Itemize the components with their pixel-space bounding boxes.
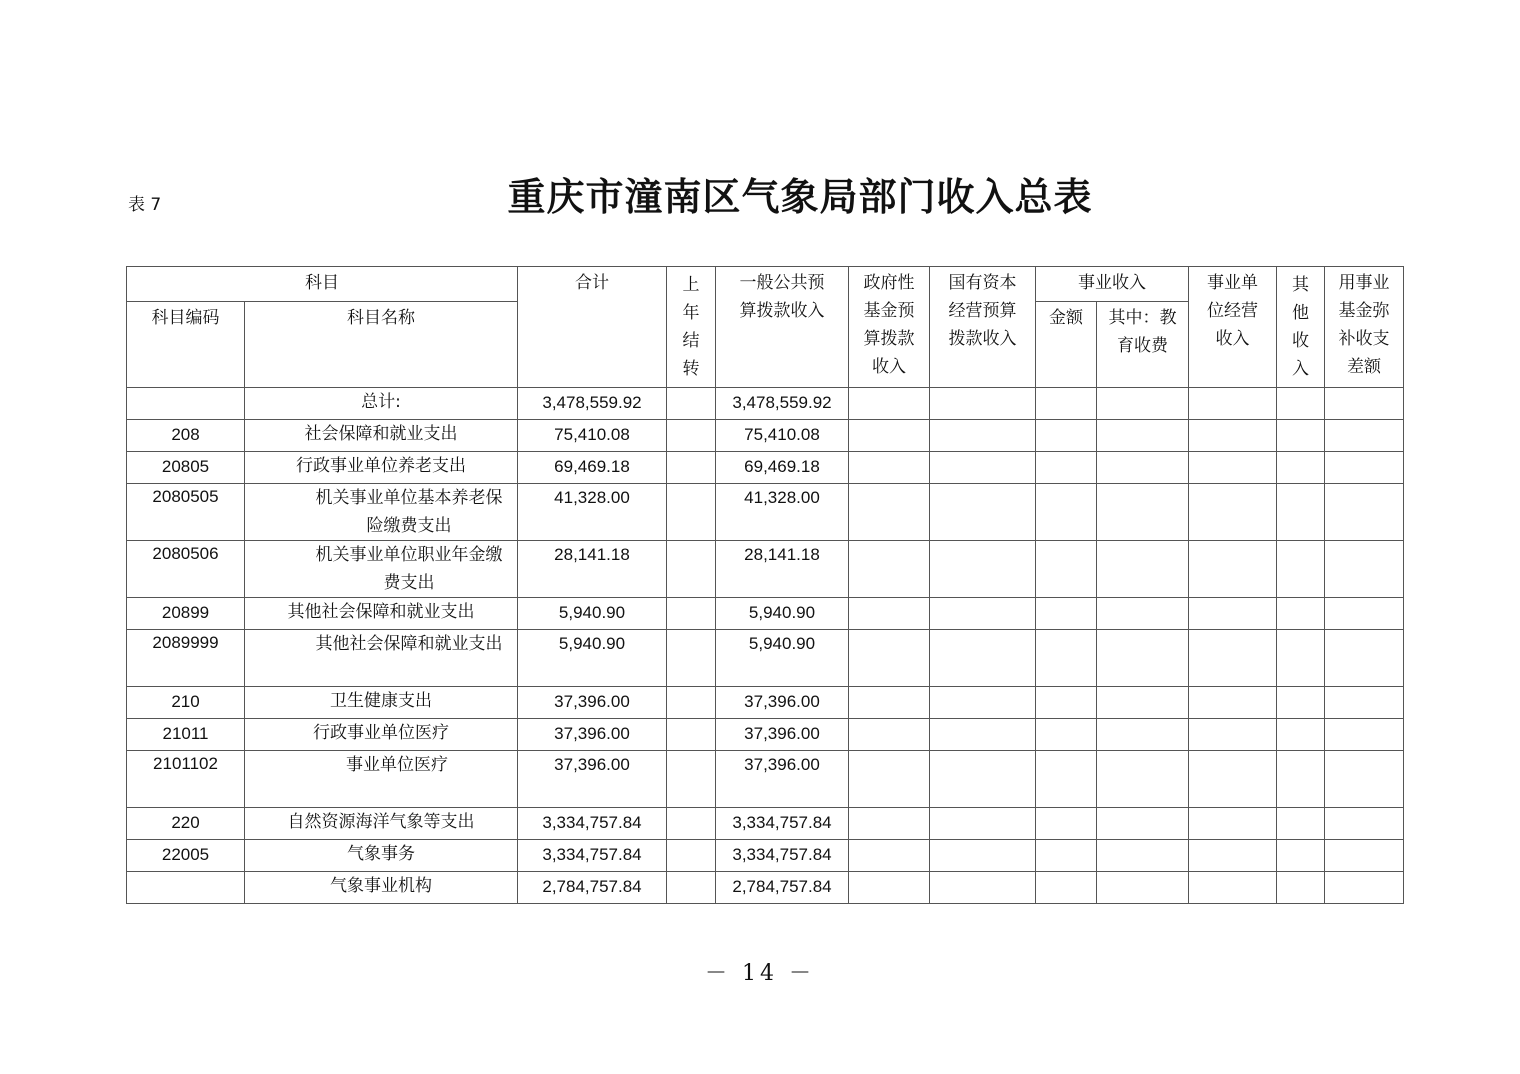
empty-cell	[1097, 808, 1189, 840]
table-row	[127, 719, 1404, 751]
subject-name: 气象事业机构	[245, 872, 518, 904]
header-total: 合计	[518, 267, 667, 388]
empty-cell	[667, 541, 716, 598]
empty-cell	[849, 630, 930, 687]
general-budget-amount: 5,940.90	[716, 630, 849, 687]
table-row	[127, 484, 1404, 541]
empty-cell	[1189, 630, 1277, 687]
subject-code: 21011	[127, 719, 245, 751]
total-amount: 2,784,757.84	[518, 872, 667, 904]
empty-cell	[1277, 541, 1325, 598]
table-row	[127, 630, 1404, 687]
empty-cell	[1325, 541, 1404, 598]
empty-cell	[930, 872, 1036, 904]
empty-cell	[930, 719, 1036, 751]
subject-code: 220	[127, 808, 245, 840]
empty-cell	[667, 388, 716, 420]
general-budget-amount: 69,469.18	[716, 452, 849, 484]
empty-cell	[1097, 598, 1189, 630]
empty-cell	[1097, 840, 1189, 872]
table-row	[127, 687, 1404, 719]
empty-cell	[849, 420, 930, 452]
empty-cell	[1325, 719, 1404, 751]
income-summary-table	[126, 266, 1404, 904]
empty-cell	[1036, 452, 1097, 484]
general-budget-amount: 41,328.00	[716, 484, 849, 541]
empty-cell	[1325, 840, 1404, 872]
empty-cell	[667, 872, 716, 904]
total-amount: 5,940.90	[518, 630, 667, 687]
empty-cell	[1277, 484, 1325, 541]
total-amount: 75,410.08	[518, 420, 667, 452]
empty-cell	[667, 484, 716, 541]
empty-cell	[1036, 872, 1097, 904]
general-budget-amount: 37,396.00	[716, 751, 849, 808]
empty-cell	[1277, 630, 1325, 687]
empty-cell	[1277, 751, 1325, 808]
empty-cell	[849, 484, 930, 541]
total-amount: 37,396.00	[518, 687, 667, 719]
subject-code: 2080506	[127, 541, 245, 598]
empty-cell	[1097, 872, 1189, 904]
subject-code	[127, 872, 245, 904]
empty-cell	[667, 687, 716, 719]
empty-cell	[849, 719, 930, 751]
empty-cell	[1097, 751, 1189, 808]
empty-cell	[1189, 388, 1277, 420]
empty-cell	[849, 598, 930, 630]
table-row	[127, 452, 1404, 484]
empty-cell	[1097, 388, 1189, 420]
table-row	[127, 598, 1404, 630]
empty-cell	[1189, 872, 1277, 904]
header-subject-name: 科目名称	[245, 302, 518, 388]
total-amount: 37,396.00	[518, 751, 667, 808]
subject-code: 208	[127, 420, 245, 452]
empty-cell	[1325, 420, 1404, 452]
empty-cell	[849, 872, 930, 904]
empty-cell	[1325, 484, 1404, 541]
empty-cell	[1036, 541, 1097, 598]
empty-cell	[849, 388, 930, 420]
total-amount: 3,334,757.84	[518, 840, 667, 872]
empty-cell	[1036, 630, 1097, 687]
empty-cell	[1189, 541, 1277, 598]
subject-code: 20899	[127, 598, 245, 630]
general-budget-amount: 37,396.00	[716, 719, 849, 751]
empty-cell	[1325, 687, 1404, 719]
table-row	[127, 751, 1404, 808]
total-amount: 37,396.00	[518, 719, 667, 751]
subject-name: 自然资源海洋气象等支出	[245, 808, 518, 840]
empty-cell	[1189, 598, 1277, 630]
subject-name: 社会保障和就业支出	[245, 420, 518, 452]
general-budget-amount: 28,141.18	[716, 541, 849, 598]
empty-cell	[1036, 598, 1097, 630]
empty-cell	[1325, 630, 1404, 687]
header-general-budget: 一般公共预算拨款收入	[716, 267, 849, 388]
empty-cell	[849, 452, 930, 484]
header-subject: 科目	[127, 267, 518, 302]
header-fund-cover: 用事业基金弥补收支差额	[1325, 267, 1404, 388]
empty-cell	[1277, 840, 1325, 872]
empty-cell	[1097, 630, 1189, 687]
table-row	[127, 420, 1404, 452]
table-row	[127, 808, 1404, 840]
empty-cell	[1189, 687, 1277, 719]
general-budget-amount: 3,478,559.92	[716, 388, 849, 420]
empty-cell	[1189, 808, 1277, 840]
empty-cell	[1036, 719, 1097, 751]
empty-cell	[1325, 808, 1404, 840]
empty-cell	[849, 840, 930, 872]
empty-cell	[1036, 751, 1097, 808]
total-amount: 3,478,559.92	[518, 388, 667, 420]
header-subject-code: 科目编码	[127, 302, 245, 388]
empty-cell	[1277, 420, 1325, 452]
empty-cell	[1036, 388, 1097, 420]
header-gov-fund: 政府性基金预算拨款收入	[849, 267, 930, 388]
subject-name: 卫生健康支出	[245, 687, 518, 719]
header-career-edu: 其中：教育收费	[1097, 302, 1189, 388]
empty-cell	[1189, 719, 1277, 751]
empty-cell	[1277, 808, 1325, 840]
empty-cell	[1097, 719, 1189, 751]
empty-cell	[1277, 687, 1325, 719]
empty-cell	[849, 808, 930, 840]
empty-cell	[930, 388, 1036, 420]
general-budget-amount: 2,784,757.84	[716, 872, 849, 904]
subject-name: 气象事务	[245, 840, 518, 872]
header-business-income: 事业单位经营收入	[1189, 267, 1277, 388]
total-amount: 3,334,757.84	[518, 808, 667, 840]
empty-cell	[930, 420, 1036, 452]
total-amount: 5,940.90	[518, 598, 667, 630]
header-career-income: 事业收入	[1036, 267, 1189, 302]
empty-cell	[667, 630, 716, 687]
general-budget-amount: 3,334,757.84	[716, 808, 849, 840]
subject-name: 行政事业单位养老支出	[245, 452, 518, 484]
table-row	[127, 388, 1404, 420]
subject-code	[127, 388, 245, 420]
empty-cell	[1189, 751, 1277, 808]
subject-code: 22005	[127, 840, 245, 872]
empty-cell	[667, 598, 716, 630]
empty-cell	[930, 808, 1036, 840]
general-budget-amount: 37,396.00	[716, 687, 849, 719]
table-row	[127, 541, 1404, 598]
header-other-income: 其他收入	[1277, 267, 1325, 388]
total-amount: 41,328.00	[518, 484, 667, 541]
header-carryover: 上年结转	[667, 267, 716, 388]
subject-name: 其他社会保障和就业支出	[245, 598, 518, 630]
subject-name: 事业单位医疗	[245, 751, 518, 808]
empty-cell	[930, 541, 1036, 598]
empty-cell	[667, 719, 716, 751]
subject-name: 机关事业单位职业年金缴费支出	[245, 541, 518, 598]
general-budget-amount: 75,410.08	[716, 420, 849, 452]
empty-cell	[930, 452, 1036, 484]
empty-cell	[930, 484, 1036, 541]
total-amount: 69,469.18	[518, 452, 667, 484]
subject-code: 2080505	[127, 484, 245, 541]
general-budget-amount: 3,334,757.84	[716, 840, 849, 872]
empty-cell	[930, 630, 1036, 687]
empty-cell	[849, 541, 930, 598]
empty-cell	[1097, 484, 1189, 541]
table-label: 表 7	[128, 195, 162, 215]
empty-cell	[1189, 452, 1277, 484]
empty-cell	[1036, 420, 1097, 452]
subject-name: 机关事业单位基本养老保险缴费支出	[245, 484, 518, 541]
empty-cell	[1325, 598, 1404, 630]
subject-name: 行政事业单位医疗	[245, 719, 518, 751]
page-title: 重庆市潼南区气象局部门收入总表	[507, 174, 1093, 219]
subject-code: 20805	[127, 452, 245, 484]
empty-cell	[1189, 420, 1277, 452]
empty-cell	[1189, 484, 1277, 541]
page-number: － 14 －	[705, 961, 815, 986]
empty-cell	[1277, 388, 1325, 420]
general-budget-amount: 5,940.90	[716, 598, 849, 630]
empty-cell	[1036, 808, 1097, 840]
subject-name: 总计:	[245, 388, 518, 420]
empty-cell	[667, 420, 716, 452]
empty-cell	[1189, 840, 1277, 872]
subject-code: 210	[127, 687, 245, 719]
empty-cell	[1325, 452, 1404, 484]
empty-cell	[667, 840, 716, 872]
subject-name: 其他社会保障和就业支出	[245, 630, 518, 687]
empty-cell	[1036, 484, 1097, 541]
empty-cell	[667, 808, 716, 840]
table-row	[127, 840, 1404, 872]
empty-cell	[1277, 598, 1325, 630]
empty-cell	[1325, 388, 1404, 420]
empty-cell	[1277, 719, 1325, 751]
empty-cell	[1277, 452, 1325, 484]
empty-cell	[1325, 872, 1404, 904]
empty-cell	[1325, 751, 1404, 808]
empty-cell	[1036, 687, 1097, 719]
header-state-capital: 国有资本经营预算拨款收入	[930, 267, 1036, 388]
empty-cell	[667, 452, 716, 484]
empty-cell	[930, 751, 1036, 808]
empty-cell	[1036, 840, 1097, 872]
empty-cell	[667, 751, 716, 808]
header-career-amount: 金额	[1036, 302, 1097, 388]
table-row	[127, 872, 1404, 904]
total-amount: 28,141.18	[518, 541, 667, 598]
empty-cell	[930, 840, 1036, 872]
empty-cell	[1277, 872, 1325, 904]
empty-cell	[930, 687, 1036, 719]
subject-code: 2089999	[127, 630, 245, 687]
empty-cell	[1097, 541, 1189, 598]
empty-cell	[1097, 687, 1189, 719]
empty-cell	[1097, 420, 1189, 452]
empty-cell	[849, 751, 930, 808]
empty-cell	[1097, 452, 1189, 484]
empty-cell	[930, 598, 1036, 630]
subject-code: 2101102	[127, 751, 245, 808]
empty-cell	[849, 687, 930, 719]
